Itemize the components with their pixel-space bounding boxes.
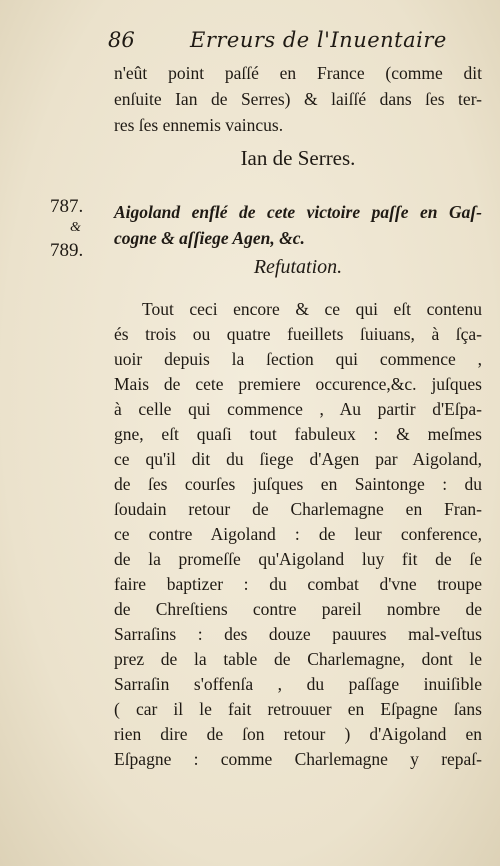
running-title: Erreurs de l'Inuentaire	[190, 28, 447, 52]
text-line: enſuite Ian de Serres) & laiſſé dans ſes ter-	[114, 89, 482, 109]
text-line: rien dire de ſon retour ) d'Aigoland en	[114, 724, 482, 744]
text-line: de la promeſſe qu'Aigoland luy fit de ſe	[114, 549, 482, 569]
text-line: prez de la table de Charlemagne, dont le	[114, 649, 482, 669]
text-line: à celle qui commence , Au partir d'Eſpa-	[114, 399, 482, 419]
text-line: res ſes ennemis vaincus.	[114, 115, 284, 135]
margin-year: 789.	[50, 240, 84, 261]
quote-line: cogne & aſſiege Agen, &c.	[114, 228, 305, 248]
text-line: ( car il le fait retrouuer en Eſpagne ſans	[114, 699, 482, 719]
refutation-title: Refutation.	[253, 256, 343, 278]
text-line: Eſpagne : comme Charlemagne y repaſ-	[114, 749, 482, 769]
text-line: és trois ou quatre fueillets ſuiuans, à ſça-	[114, 324, 482, 344]
text-line: uoir depuis la ſection qui commence ,	[114, 349, 482, 369]
margin-ampersand: &	[70, 220, 81, 235]
text-line: gne, eſt quaſi tout fabuleux : & meſmes	[114, 424, 482, 444]
text-line: ſoudain retour de Charlemagne en Fran-	[114, 499, 482, 519]
margin-year: 787.	[50, 196, 84, 217]
text-line: ce contre Aigoland : de leur conference,	[114, 524, 482, 544]
text-line: Sarraſins : des douze pauures mal-veſtus	[114, 624, 482, 644]
text-line: Sarraſin s'offenſa , du paſſage inuiſible	[114, 674, 482, 694]
text-line: de ſes courſes juſques en Saintonge : du	[114, 474, 482, 494]
running-header	[108, 28, 488, 58]
section-title: Ian de Serres.	[240, 146, 356, 170]
text-line: Mais de cete premiere occurence,&c. juſques	[114, 374, 482, 394]
quote-line: Aigoland enflé de cete victoire paſſe en Gaſ-	[114, 202, 482, 222]
text-line: faire baptizer : du combat d'vne troupe	[114, 574, 482, 594]
text-line: Tout ceci encore & ce qui eſt contenu	[142, 299, 482, 319]
text-line: de Chreſtiens contre pareil nombre de	[114, 599, 482, 619]
text-line: ce qu'il dit du ſiege d'Agen par Aigoland,	[114, 449, 482, 469]
page-number: 86	[108, 28, 135, 52]
text-line: n'eût point paſſé en France (comme dit	[114, 63, 482, 83]
